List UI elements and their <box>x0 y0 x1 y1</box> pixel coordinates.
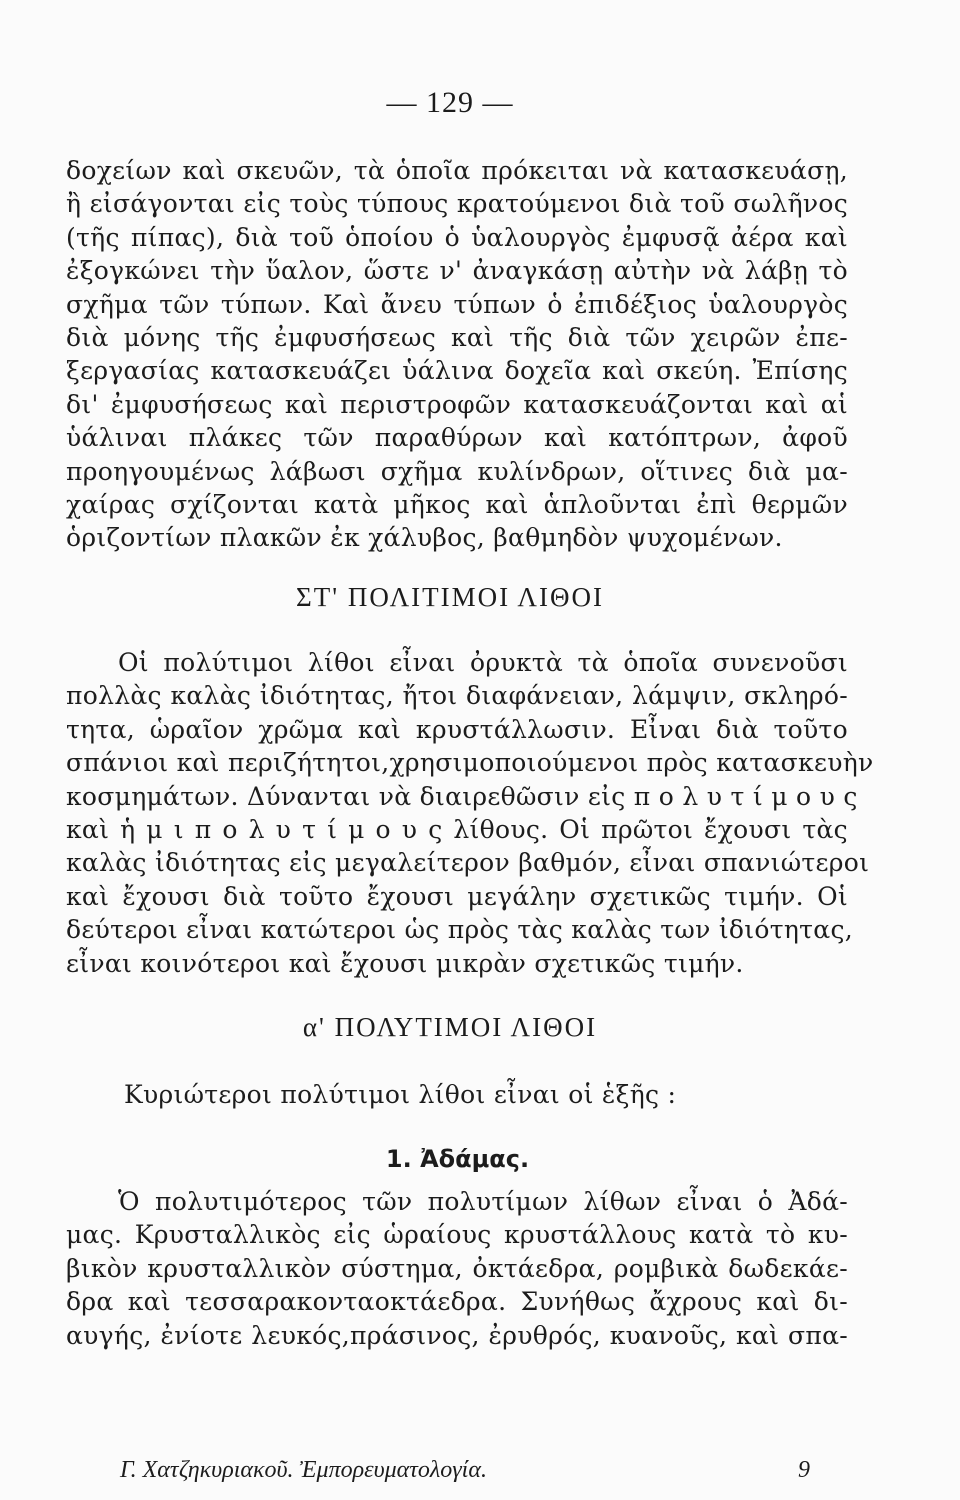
text-line: τητα, ὡραῖον χρῶμα καὶ κρυστάλλωσιν. Εἶναι διὰ τοῦτο <box>66 714 848 744</box>
text-line: καὶ ἔχουσι διὰ τοῦτο ἔχουσι μεγάλην σχετικῶς τιμήν. Οἱ <box>66 881 848 911</box>
text-line: εἶναι κοινότεροι καὶ ἔχουσι μικρὰν σχετικῶς τιμήν. <box>66 948 744 978</box>
footer-signature-mark: 9 <box>798 1457 810 1483</box>
text-line: (τῆς πίπας), διὰ τοῦ ὁποίου ὁ ὑαλουργὸς ἐμφυσᾷ ἀέρα καὶ <box>66 222 848 252</box>
text-line: δεύτεροι εἶναι κατώτεροι ὡς πρὸς τὰς καλὰς των ἰδιότητας, <box>66 915 854 945</box>
text-line: ὑάλιναι πλάκες τῶν παραθύρων καὶ κατόπτρων, ἀφοῦ <box>66 423 848 453</box>
text-line: μας. Κρυσταλλικὸς εἰς ὡραίους κρυστάλλους κατὰ τὸ κυ- <box>66 1220 848 1250</box>
text-line: δι' ἐμφυσήσεως καὶ περιστροφῶν κατασκευάζονται καὶ αἱ <box>66 389 848 419</box>
text-line: σχῆμα τῶν τύπων. Καὶ ἄνευ τύπων ὁ ἐπιδέξιος ὑαλουργὸς <box>66 289 848 319</box>
page-number: — 129 — <box>386 86 514 119</box>
text-line: σπάνιοι καὶ περιζήτητοι,χρησιμοποιούμενοι πρὸς κατασκευὴν <box>66 748 874 778</box>
text-line: βικὸν κρυσταλλικὸν σύστημα, ὀκτάεδρα, ρομβικὰ δωδεκάε- <box>66 1253 848 1283</box>
text-line: δρα καὶ τεσσαρακονταοκτάεδρα. Συνήθως ἄχρους καὶ δι- <box>66 1287 848 1317</box>
subsection-heading-precious-stones: α' ΠΟΛΥΤΙΜΟΙ ΛΙΘΟΙ <box>302 1012 598 1042</box>
paragraph-glass-manufacturing <box>66 154 848 555</box>
text-line: διὰ μόνης τῆς ἐμφυσήσεως καὶ τῆς διὰ τῶν χειρῶν ἐπε- <box>66 322 848 352</box>
paragraph-precious-stones <box>66 646 874 980</box>
paragraph-diamond <box>66 1185 848 1352</box>
text-line: αυγής, ἐνίοτε λευκός,πράσινος, ἐρυθρός, κυανοῦς, καὶ σπα- <box>66 1320 848 1350</box>
text-line: χαίρας σχίζονται κατὰ μῆκος καὶ ἁπλοῦνται ἐπὶ θερμῶν <box>66 489 848 519</box>
text-line: ἢ εἰσάγονται εἰς τοὺς τύπους κρατούμενοι διὰ τοῦ σωλῆνος <box>66 189 848 219</box>
text-line: πολλὰς καλὰς ἰδιότητας, ἤτοι διαφάνειαν, λάμψιν, σκληρό- <box>66 681 848 711</box>
section-heading-precious-stones: ΣΤ' ΠΟΛΙΤΙΜΟΙ ΛΙΘΟΙ <box>296 582 604 612</box>
item-heading-diamond: 1. Ἀδάμας. <box>385 1145 530 1173</box>
text-line: ἐξογκώνει τὴν ὕαλον, ὥστε ν' ἀναγκάσῃ αὐτὴν νὰ λάβῃ τὸ <box>66 256 848 286</box>
text-line: καὶ ἡ μ ι π ο λ υ τ ί μ ο υ ς λίθους. Οἱ πρῶτοι ἔχουσι τὰς <box>66 814 848 844</box>
text-line: κοσμημάτων. Δύνανται νὰ διαιρεθῶσιν εἰς π ο λ υ τ ί μ ο υ ς <box>66 781 858 811</box>
text-line: δοχείων καὶ σκευῶν, τὰ ὁποῖα πρόκειται νὰ κατασκευάσῃ, <box>66 156 848 185</box>
page-footer <box>120 1457 810 1484</box>
text-line: Οἱ πολύτιμοι λίθοι εἶναι ὀρυκτὰ τὰ ὁποῖα συνενοῦσι <box>118 648 848 677</box>
intro-sentence: Κυριώτεροι πολύτιμοι λίθοι εἶναι οἱ ἑξῆς : <box>124 1080 677 1109</box>
text-line: Ὁ πολυτιμότερος τῶν πολυτίμων λίθων εἶναι ὁ Ἀδά- <box>118 1187 848 1216</box>
text-line: προηγουμένως λάβωσι σχῆμα κυλίνδρων, οἵτινες διὰ μα- <box>66 456 848 486</box>
footer-author-title: Γ. Χατζηκυριακοῦ. Ἐμπορευματολογία. <box>120 1457 487 1483</box>
text-line: ξεργασίας κατασκευάζει ὑάλινα δοχεῖα καὶ σκεύη. Ἐπίσης <box>66 356 848 386</box>
text-line: ὁριζοντίων πλακῶν ἐκ χάλυβος, βαθμηδὸν ψυχομένων. <box>66 523 783 553</box>
text-line: καλὰς ἰδιότητας εἰς μεγαλείτερον βαθμόν, εἶναι σπανιώτεροι <box>66 848 870 878</box>
